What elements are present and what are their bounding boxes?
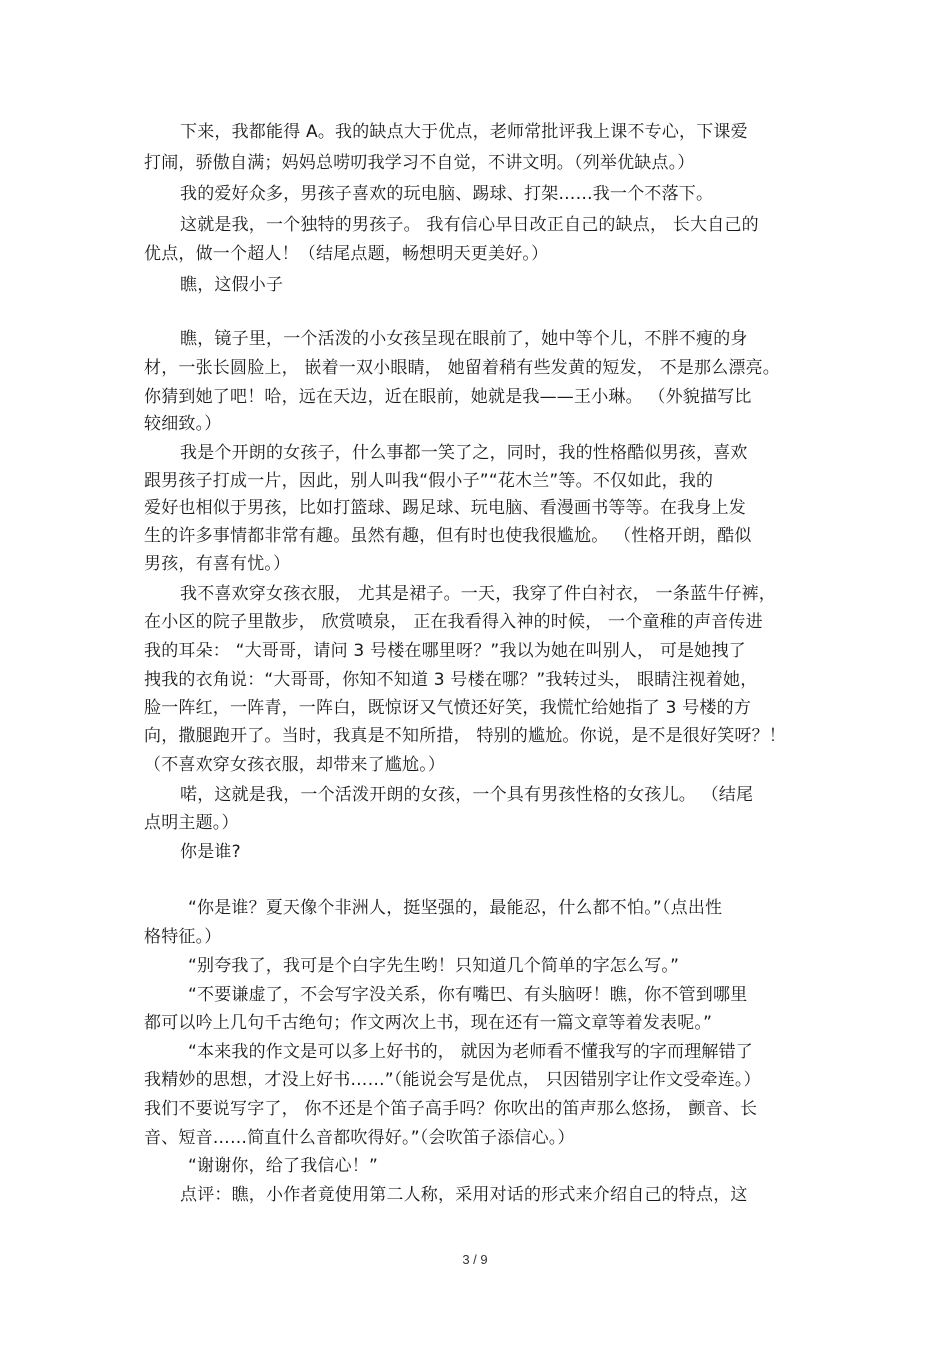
page-number: 3 / 9: [462, 1252, 488, 1267]
text-line: 我的爱好众多，男孩子喜欢的玩电脑、踢球、打架……我一个不落下。: [180, 184, 714, 204]
text-line: 这就是我，一个独特的男孩子。 我有信心早日改正自己的缺点， 长大自己的: [180, 215, 759, 235]
text-line: 我的耳朵： “大哥哥，请问 3 号楼在哪里呀？”我以为她在叫别人， 可是她拽了: [144, 641, 746, 661]
text-line: 较细致。）: [144, 414, 222, 434]
text-line: 在小区的院子里散步， 欣赏喷泉， 正在我看得入神的时候， 一个童稚的声音传进: [144, 612, 763, 632]
text-line: 优点，做一个超人！（结尾点题，畅想明天更美好。）: [144, 244, 549, 264]
text-line: 下来，我都能得 A。我的缺点大于优点，老师常批评我上课不专心，下课爱: [180, 122, 748, 142]
text-line: 打闹，骄傲自满；妈妈总唠叨我学习不自觉，不讲文明。（列举优缺点。）: [144, 153, 695, 173]
section-heading: 瞧，这假小子: [180, 275, 284, 295]
text-line: 我不喜欢穿女孩衣服， 尤其是裙子。一天，我穿了件白衬衣， 一条蓝牛仔裤，: [180, 584, 777, 604]
text-line: 生的许多事情都非常有趣。虽然有趣，但有时也使我很尴尬。 （性格开朗，酷似: [144, 526, 752, 546]
text-line: 拽我的衣角说：“大哥哥，你知不知道 3 号楼在哪？”我转过头， 眼睛注视着她，: [144, 670, 758, 690]
text-line: 爱好也相似于男孩，比如打篮球、踢足球、玩电脑、看漫画书等等。在我身上发: [144, 498, 746, 518]
text-line: 男孩，有喜有忧。）: [144, 554, 291, 574]
text-line: 我是个开朗的女孩子，什么事都一笑了之，同时，我的性格酷似男孩，喜欢: [180, 443, 748, 463]
text-line: 喏，这就是我，一个活泼开朗的女孩，一个具有男孩性格的女孩儿。 （结尾: [180, 785, 754, 805]
text-line: “不要谦虚了，不会写字没关系，你有嘴巴、有头脑呀！瞧，你不管到哪里: [188, 985, 748, 1005]
text-line: 格特征。）: [144, 927, 222, 947]
text-line: 音、短音……简直什么音都吹得好。”（会吹笛子添信心。）: [144, 1128, 575, 1148]
text-line: “本来我的作文是可以多上好书的， 就因为老师看不懂我写的字而理解错了: [188, 1042, 754, 1062]
text-line: 向，撒腿跑开了。当时，我真是不知所措， 特别的尴尬。你说，是不是很好笑呀？！: [144, 726, 787, 746]
text-line: “别夸我了，我可是个白字先生哟！只知道几个简单的字怎么写。”: [188, 956, 680, 976]
text-line: 我们不要说写字了， 你不还是个笛子高手吗？你吹出的笛声那么悠扬， 颤音、长: [144, 1099, 758, 1119]
text-line: 点明主题。）: [144, 813, 239, 833]
text-line: 都可以吟上几句千古绝句；作文两次上书，现在还有一篇文章等着发表呢。”: [144, 1013, 713, 1033]
text-line: 点评：瞧，小作者竟使用第二人称，采用对话的形式来介绍自己的特点，这: [180, 1185, 748, 1205]
text-line: 我精妙的思想，才没上好书……”（能说会写是优点， 只因错别字让作文受牵连。）: [144, 1070, 761, 1090]
section-heading: 你是谁?: [180, 842, 241, 862]
text-line: “谢谢你，给了我信心！”: [188, 1156, 379, 1176]
text-line: “你是谁？夏天像个非洲人，挺坚强的，最能忍，什么都不怕。”（点出性: [188, 898, 723, 918]
text-line: 脸一阵红，一阵青，一阵白，既惊讶又气愤还好笑，我慌忙给她指了 3 号楼的方: [144, 698, 752, 718]
text-line: 你猜到她了吧！哈，远在天边，近在眼前，她就是我——王小琳。 （外貌描写比: [144, 387, 752, 407]
text-line: 瞧，镜子里，一个活泼的小女孩呈现在眼前了，她中等个儿，不胖不瘦的身: [180, 329, 748, 349]
text-line: 跟男孩子打成一片，因此，别人叫我“假小子”“花木兰”等。不仅如此，我的: [144, 471, 714, 491]
text-line: 材，一张长圆脸上， 嵌着一双小眼睛， 她留着稍有些发黄的短发， 不是那么漂亮。: [144, 358, 781, 378]
text-line: （不喜欢穿女孩衣服，却带来了尴尬。）: [144, 755, 446, 775]
